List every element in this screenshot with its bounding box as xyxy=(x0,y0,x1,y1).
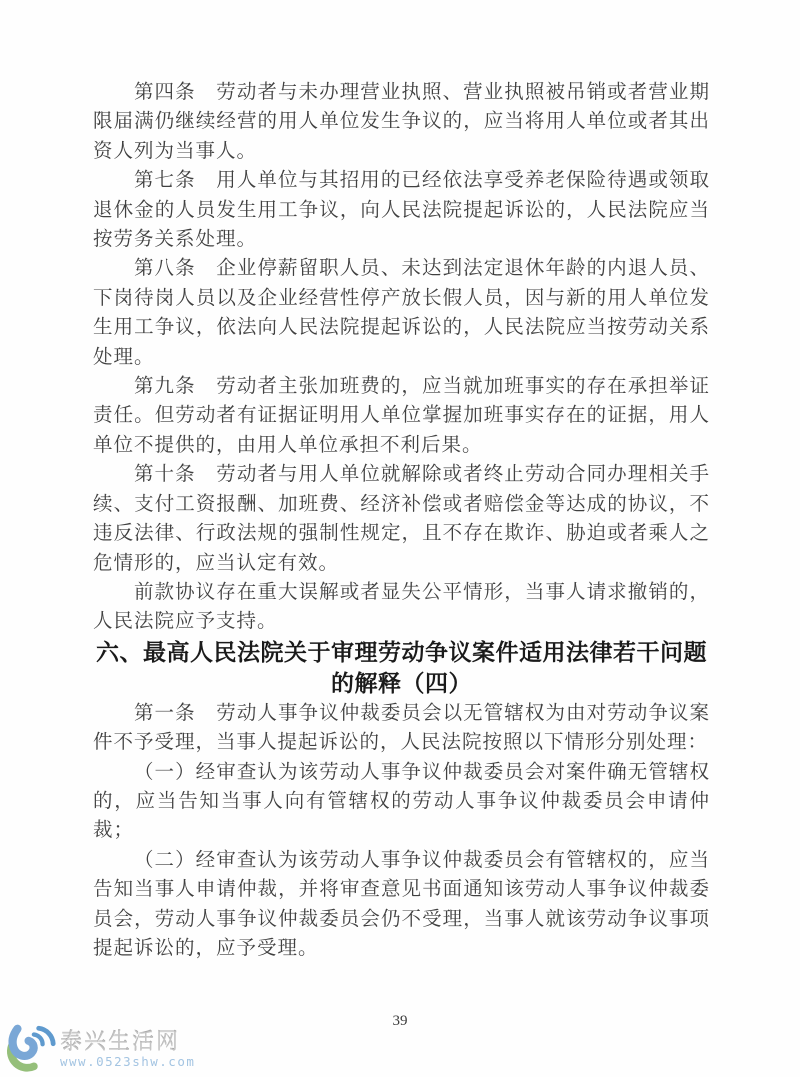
paragraph: 第十条 劳动者与用人单位就解除或者终止劳动合同办理相关手续、支付工资报酬、加班费、经济补偿或者赔偿金等达成的协议，不违反法律、行政法规的强制性规定，且不存在欺诈、胁迫或者乘人之危情形的，应当认定有效。 xyxy=(93,464,710,574)
paragraph: 第九条 劳动者主张加班费的，应当就加班事实的存在承担举证责任。但劳动者有证据证明用人单位掌握加班事实存在的证据，用人单位不提供的，由用人单位承担不利后果。 xyxy=(93,376,710,456)
site-watermark-text xyxy=(60,1022,195,1070)
document-body xyxy=(93,78,710,963)
paragraph: （二）经审查认为该劳动人事争议仲裁委员会有管辖权的，应当告知当事人申请仲裁，并将审查意见书面通知该劳动人事争议仲裁委员会，劳动人事争议仲裁委员会仍不受理，当事人就该劳动争议事项提起诉讼的，应予受理。 xyxy=(93,849,710,959)
paragraph: 第八条 企业停薪留职人员、未达到法定退休年龄的内退人员、下岗待岗人员以及企业经营性停产放长假人员，因与新的用人单位发生用工争议，依法向人民法院提起诉讼的，人民法院应当按劳动关系处理。 xyxy=(93,258,710,368)
site-watermark xyxy=(4,1022,195,1076)
paragraph: （一）经审查认为该劳动人事争议仲裁委员会对案件确无管辖权的，应当告知当事人向有管辖权的劳动人事争议仲裁委员会申请仲裁； xyxy=(93,761,710,842)
site-name: 泰兴生活网 xyxy=(60,1029,181,1054)
site-url: www.0523shw.com xyxy=(60,1054,196,1069)
paragraph: 第一条 劳动人事争议仲裁委员会以无管辖权为由对劳动争议案件不予受理，当事人提起诉讼的，人民法院按照以下情形分别处理： xyxy=(93,702,710,754)
site-logo-icon xyxy=(4,1022,58,1076)
page-number: 39 xyxy=(392,1013,408,1029)
paragraph: 前款协议存在重大误解或者显失公平情形，当事人请求撤销的，人民法院应予支持。 xyxy=(93,581,710,633)
paragraph: 第四条 劳动者与未办理营业执照、营业执照被吊销或者营业期限届满仍继续经营的用人单位发生争议的，应当将用人单位或者其出资人列为当事人。 xyxy=(93,82,710,162)
paragraph: 第七条 用人单位与其招用的已经依法享受养老保险待遇或领取退休金的人员发生用工争议，向人民法院提起诉讼的，人民法院应当按劳务关系处理。 xyxy=(93,170,710,251)
section-heading: 六、最高人民法院关于审理劳动争议案件适用法律若干问题的解释（四） xyxy=(96,638,707,696)
